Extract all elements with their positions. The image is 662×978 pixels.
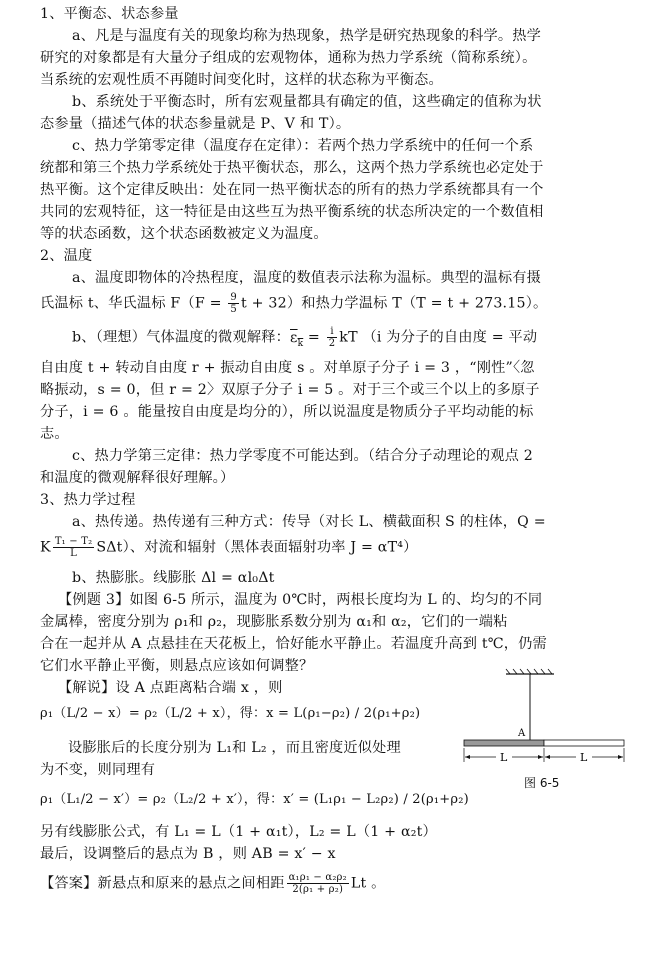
s1-a-line-1: a、凡是与温度有关的现象均称为热现象，热学是研究热现象的科学。热学 (72, 28, 542, 44)
epsilon: ε (290, 329, 298, 346)
ceiling-hatch (506, 669, 554, 674)
s2-b-line-1-post: kT （i 为分子的自由度 = 平动 (339, 329, 538, 346)
solution-line-6: 另有线膨胀公式，有 L₁ = L（1 + α₁t），L₂ = L（1 + α₂t） (40, 824, 437, 840)
length-label-right: L (580, 751, 588, 764)
s3-a-line-2 (40, 536, 630, 559)
s2-b-line-3: 略振动，s = 0，但 r = 2〉双原子分子 i = 5 。对于三个或三个以上的多原子 (40, 382, 540, 398)
s3-b-line-1: b、热膨胀。线膨胀 Δl = αl₀Δt (72, 570, 275, 586)
dimension-arrows (464, 748, 624, 762)
solution-line-3: 设膨胀后的长度分别为 L₁和 L₂ ，而且密度近似处理 (68, 740, 401, 756)
s1-c-line-5: 等的状态函数，这个状态函数被定义为温度。 (40, 226, 328, 242)
epsilon-subscript: k (297, 338, 304, 349)
s2-b-line-5: 志。 (40, 426, 69, 442)
fraction-temp-diff (53, 536, 95, 559)
s1-c-line-2: 统都和第三个热力学系统处于热平衡状态，那么，这两个热力学系统也必定处于 (40, 160, 544, 176)
s1-c-line-4: 共同的宏观特征，这一特征是由这些互为热平衡系统的状态所决定的一个数值相 (40, 204, 544, 220)
figure-caption: 图 6-5 (524, 776, 560, 790)
s2-b-line-4: 分子，i = 6 。能量按自由度是均分的），所以说温度是物质分子平均动能的标 (40, 404, 534, 420)
solution-equation-1: ρ₁（L/2 − x）= ρ₂（L/2 + x），得：x = L(ρ₁−ρ₂) / 2(ρ₁+ρ₂) (40, 706, 421, 721)
s1-c-line-1: c、热力学第零定律（温度存在定律）：若两个热力学系统中的任何一个系 (72, 138, 534, 154)
s1-c-line-3: 热平衡。这个定律反映出：处在同一热平衡状态的所有的热力学系统都具有一个 (40, 182, 544, 198)
fraction-denominator: 5 (230, 304, 237, 315)
s3-a-line-2-post: SΔt）、对流和辐射（黑体表面辐射功率 J = αT⁴） (96, 539, 418, 556)
s1-b-line-1: b、系统处于平衡态时，所有宏观量都具有确定的值，这些确定的值称为状 (72, 94, 542, 110)
s2-a-line-2-pre: 氏温标 t、华氏温标 F（F = (40, 295, 227, 312)
example-line-1: 【例题 3】如图 6-5 所示，温度为 0℃时，两根长度均为 L 的、均匀的不同 (58, 592, 543, 608)
s2-c-line-2: 和温度的微观解释很好理解。） (40, 470, 235, 486)
equals: = (303, 329, 325, 346)
answer-post: Lt 。 (350, 875, 386, 892)
solution-equation-2: ρ₁（L₁/2 − x′）= ρ₂（L₂/2 + x′），得：x′ = (L₁ρ₁ − L₂ρ₂) / 2(ρ₁+ρ₂) (40, 792, 469, 807)
rod-1 (464, 740, 544, 746)
answer-fraction (287, 872, 349, 895)
answer-line (40, 872, 630, 895)
s1-a-line-3: 当系统的宏观性质不再随时间变化时，这样的状态称为平衡态。 (40, 72, 443, 88)
fraction-numerator: 9 (230, 292, 237, 303)
s2-b-line-1 (72, 326, 630, 353)
length-label-left: L (500, 751, 508, 764)
fraction-denominator: 2 (328, 338, 336, 349)
s2-a-line-2-post: t + 32）和热力学温标 T（T = t + 273.15）。 (240, 295, 548, 312)
s2-b-line-2: 自由度 t + 转动自由度 r + 振动自由度 s 。对单原子分子 i = 3 ，“刚性”〈忽 (40, 360, 535, 376)
fraction-denominator: 2(ρ₁ + ρ₂) (292, 884, 344, 895)
point-a-label: A (518, 728, 526, 739)
solution-line-1: 【解说】设 A 点距离粘合端 x ，则 (58, 680, 283, 696)
example-line-3: 合在一起并从 A 点悬挂在天花板上，恰好能水平静止。若温度升高到 t℃，仍需 (40, 636, 547, 652)
s2-b-line-1-pre: b、（理想）气体温度的微观解释： (72, 329, 290, 346)
solution-line-7: 最后，设调整后的悬点为 B ，则 AB = x′ − x (40, 846, 336, 862)
fraction-i-2 (327, 326, 338, 349)
solution-line-4: 为不变，则同理有 (40, 762, 156, 778)
fraction-denominator: L (70, 548, 77, 559)
s3-a-line-1: a、热传递。热传递有三种方式：传导（对长 L、横截面积 S 的柱体，Q = (72, 514, 546, 530)
example-line-2: 金属棒，密度分别为 ρ₁和 ρ₂，现膨胀系数分别为 α₁和 α₂，它们的一端粘 (40, 614, 508, 630)
fraction-numerator: T₁ − T₂ (54, 536, 93, 547)
s2-a-line-1: a、温度即物体的冷热程度，温度的数值表示法称为温标。典型的温标有摄 (72, 270, 542, 286)
section-3-heading: 3、热力学过程 (40, 492, 136, 508)
rod-2 (544, 740, 624, 746)
fraction-9-5 (228, 292, 239, 315)
s2-c-line-1: c、热力学第三定律：热力学零度不可能达到。（结合分子动理论的观点 2 (72, 448, 533, 464)
s1-a-line-2: 研究的对象都是有大量分子组成的宏观物体，通称为热力学系统（简称系统）。 (40, 50, 537, 66)
section-1-heading: 1、平衡态、状态参量 (40, 6, 179, 22)
fraction-numerator: α₁ρ₁ − α₂ρ₂ (288, 872, 347, 883)
example-line-4: 它们水平静止平衡，则悬点应该如何调整？ (40, 658, 314, 674)
s2-a-line-2 (40, 292, 630, 315)
fraction-numerator: i (327, 326, 338, 338)
section-2-heading: 2、温度 (40, 248, 93, 264)
s3-k: K (40, 539, 51, 556)
s1-b-line-2: 态参量（描述气体的状态参量就是 P、V 和 T）。 (40, 116, 351, 132)
answer-pre: 【答案】新悬点和原来的悬点之间相距 (40, 875, 285, 892)
mean-energy-symbol (290, 329, 304, 349)
